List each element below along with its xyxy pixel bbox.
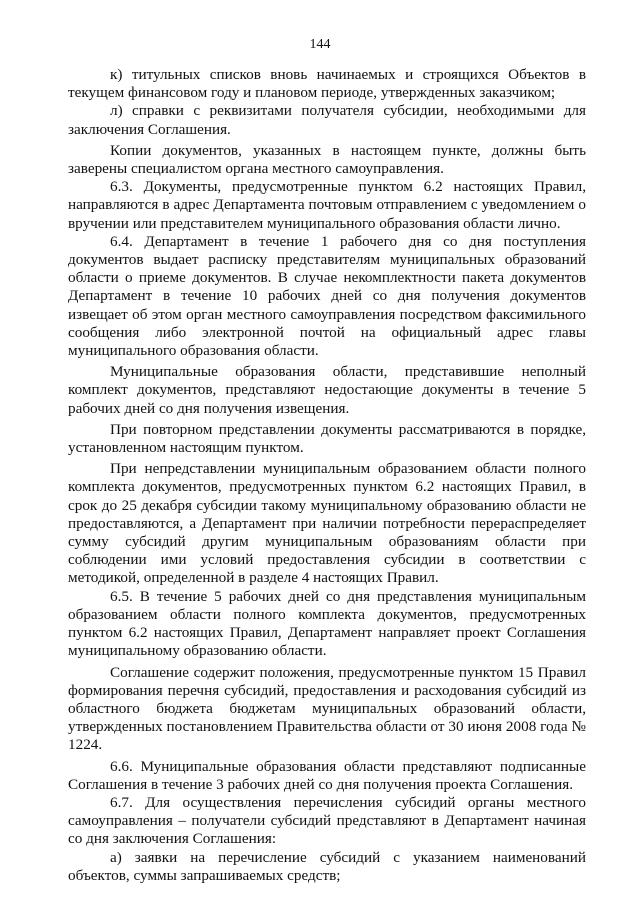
paragraph-6-6: 6.6. Муниципальные образования области представляют подписанные Соглашения в течение 3 рабочих дней со дня получения проекта Соглашения. (68, 757, 586, 793)
paragraph-6-4: 6.4. Департамент в течение 1 рабочего дня со дня поступления документов выдает расписку представителям муниципальных образований области о приеме документов. В случае некомплектности пакета документов Департамент в течение 10 рабочих дней со дня получения документов извещает об этом орган местного самоуправления посредством факсимильного сообщения либо электронной почтой на официальный адрес главы муниципального образования области. (68, 232, 586, 360)
page-number: 144 (309, 37, 331, 52)
paragraph-agreement: Соглашение содержит положения, предусмотренные пунктом 15 Правил формирования перечня субсидий, предоставления и расходования субсидий из областного бюджета бюджетам муниципальных образований области, утвержденных постановлением Правительства области от 30 июня 2008 года № 1224. (68, 663, 586, 754)
paragraph-repeat: При повторном представлении документы рассматриваются в порядке, установленном настоящим пунктом. (68, 420, 586, 457)
paragraph-6-7: 6.7. Для осуществления перечисления субсидий органы местного самоуправления – получатели субсидий представляют в Департамент начиная со дня заключения Соглашения: (68, 793, 586, 848)
paragraph-l: л) справки с реквизитами получателя субсидии, необходимыми для заключения Соглашения. (68, 102, 586, 138)
paragraph-a: а) заявки на перечисление субсидий с указанием наименований объектов, суммы запрашиваемых средств; (68, 848, 586, 884)
paragraph-incomplete: Муниципальные образования области, представившие неполный комплект документов, представляют недостающие документы в течение 5 рабочих дней со дня получения извещения. (68, 363, 586, 417)
paragraph-6-5: 6.5. В течение 5 рабочих дней со дня представления муниципальным образованием области полного комплекта документов, предусмотренных пунктом 6.2 настоящих Правил, Департамент направляет проект Соглашения муниципальному образованию области. (68, 587, 586, 660)
document-body (68, 66, 586, 885)
paragraph-6-3: 6.3. Документы, предусмотренные пунктом 6.2 настоящих Правил, направляются в адрес Департамента почтовым отправлением с уведомлением о вручении или представителем муниципального образования области лично. (68, 178, 586, 232)
paragraph-copies: Копии документов, указанных в настоящем пункте, должны быть заверены специалистом органа местного самоуправления. (68, 141, 586, 178)
paragraph-k: к) титульных списков вновь начинаемых и строящихся Объектов в текущем финансовом году и плановом периоде, утвержденных заказчиком; (68, 66, 586, 102)
paragraph-nonsubmission: При непредставлении муниципальным образованием области полного комплекта документов, предусмотренных пунктом 6.2 настоящих Правил, в срок до 25 декабря субсидии такому муниципальному образованию области не предоставляются, а Департамент при наличии потребности перераспределяет сумму субсидий другим муниципальным образованиям области при соблюдении ими условий предоставления субсидии в соответствии с методикой, определенной в разделе 4 настоящих Правил. (68, 460, 586, 587)
